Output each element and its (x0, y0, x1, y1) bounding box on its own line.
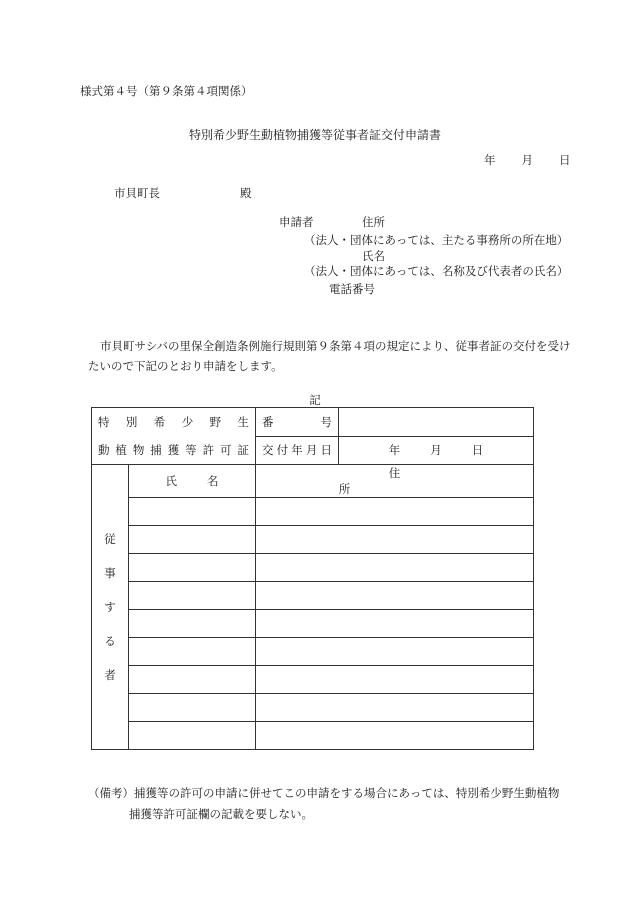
issue-year-label: 年 (388, 443, 401, 458)
permit-label-line2: 動植物捕獲等許可証 (98, 443, 249, 457)
ki-heading: 記 (309, 393, 321, 407)
worker-address-field[interactable] (256, 554, 534, 582)
worker-address-field[interactable] (256, 638, 534, 666)
worker-name-field[interactable] (128, 666, 255, 694)
worker-name-field[interactable] (128, 694, 255, 722)
form-number: 様式第４号（第９条第４項関係） (80, 84, 253, 98)
remark (88, 783, 559, 825)
applicant-label: 申請者 (279, 215, 314, 229)
worker-table (91, 407, 534, 750)
issue-month-label: 月 (430, 443, 442, 458)
worker-address-field[interactable] (256, 498, 534, 526)
worker-name-field[interactable] (128, 498, 255, 526)
addressee (114, 185, 252, 201)
applicant-phone-label: 電話番号 (329, 282, 375, 296)
permit-label-line1: 特別希少野生 (98, 415, 249, 429)
issue-date-label: 交付年月日 (256, 436, 339, 465)
permit-number-label: 番号 (256, 408, 339, 437)
worker-name-field[interactable] (128, 722, 255, 750)
corporate-name-note: （法人・団体にあっては、名称及び代表者の氏名） (304, 264, 569, 278)
worker-name-field[interactable] (128, 610, 255, 638)
address-header: 住所 (256, 465, 534, 498)
addressee-name: 市貝町長 (114, 186, 160, 200)
worker-name-field[interactable] (128, 638, 255, 666)
date-year-label: 年 (484, 153, 496, 167)
worker-name-field[interactable] (128, 526, 255, 554)
application-date[interactable] (484, 152, 571, 168)
applicant-address-label: 住所 (362, 215, 385, 229)
date-day-label: 日 (559, 153, 571, 167)
worker-name-field[interactable] (128, 554, 255, 582)
worker-address-field[interactable] (256, 582, 534, 610)
worker-side-label-text: 従事する者 (104, 532, 116, 682)
worker-address-field[interactable] (256, 722, 534, 750)
remark-line2: 捕獲等許可証欄の記載を要しない。 (129, 807, 313, 821)
name-header: 氏名 (128, 465, 255, 498)
permit-label-cell (92, 408, 256, 465)
worker-address-field[interactable] (256, 694, 534, 722)
issue-date-field[interactable] (339, 436, 534, 465)
issue-day-label: 日 (471, 443, 484, 458)
addressee-honorific: 殿 (240, 186, 252, 200)
application-body-text: 市貝町サシバの里保全創造条例施行規則第９条第４項の規定により、従事者証の交付を受けたいので下記のとおり申請をします。 (88, 339, 571, 373)
worker-side-label (92, 465, 129, 750)
document-title: 特別希少野生動植物捕獲等従事者証交付申請書 (188, 128, 441, 142)
worker-address-field[interactable] (256, 610, 534, 638)
worker-address-field[interactable] (256, 666, 534, 694)
corporate-address-note: （法人・団体にあっては、主たる事務所の所在地） (304, 233, 569, 247)
applicant-name-label: 氏名 (362, 249, 385, 263)
permit-number-field[interactable] (339, 408, 534, 437)
worker-address-field[interactable] (256, 526, 534, 554)
remark-line1: （備考）捕獲等の許可の申請に併せてこの申請をする場合にあっては、特別希少野生動植物 (88, 786, 560, 800)
date-month-label: 月 (521, 153, 533, 167)
worker-name-field[interactable] (128, 582, 255, 610)
